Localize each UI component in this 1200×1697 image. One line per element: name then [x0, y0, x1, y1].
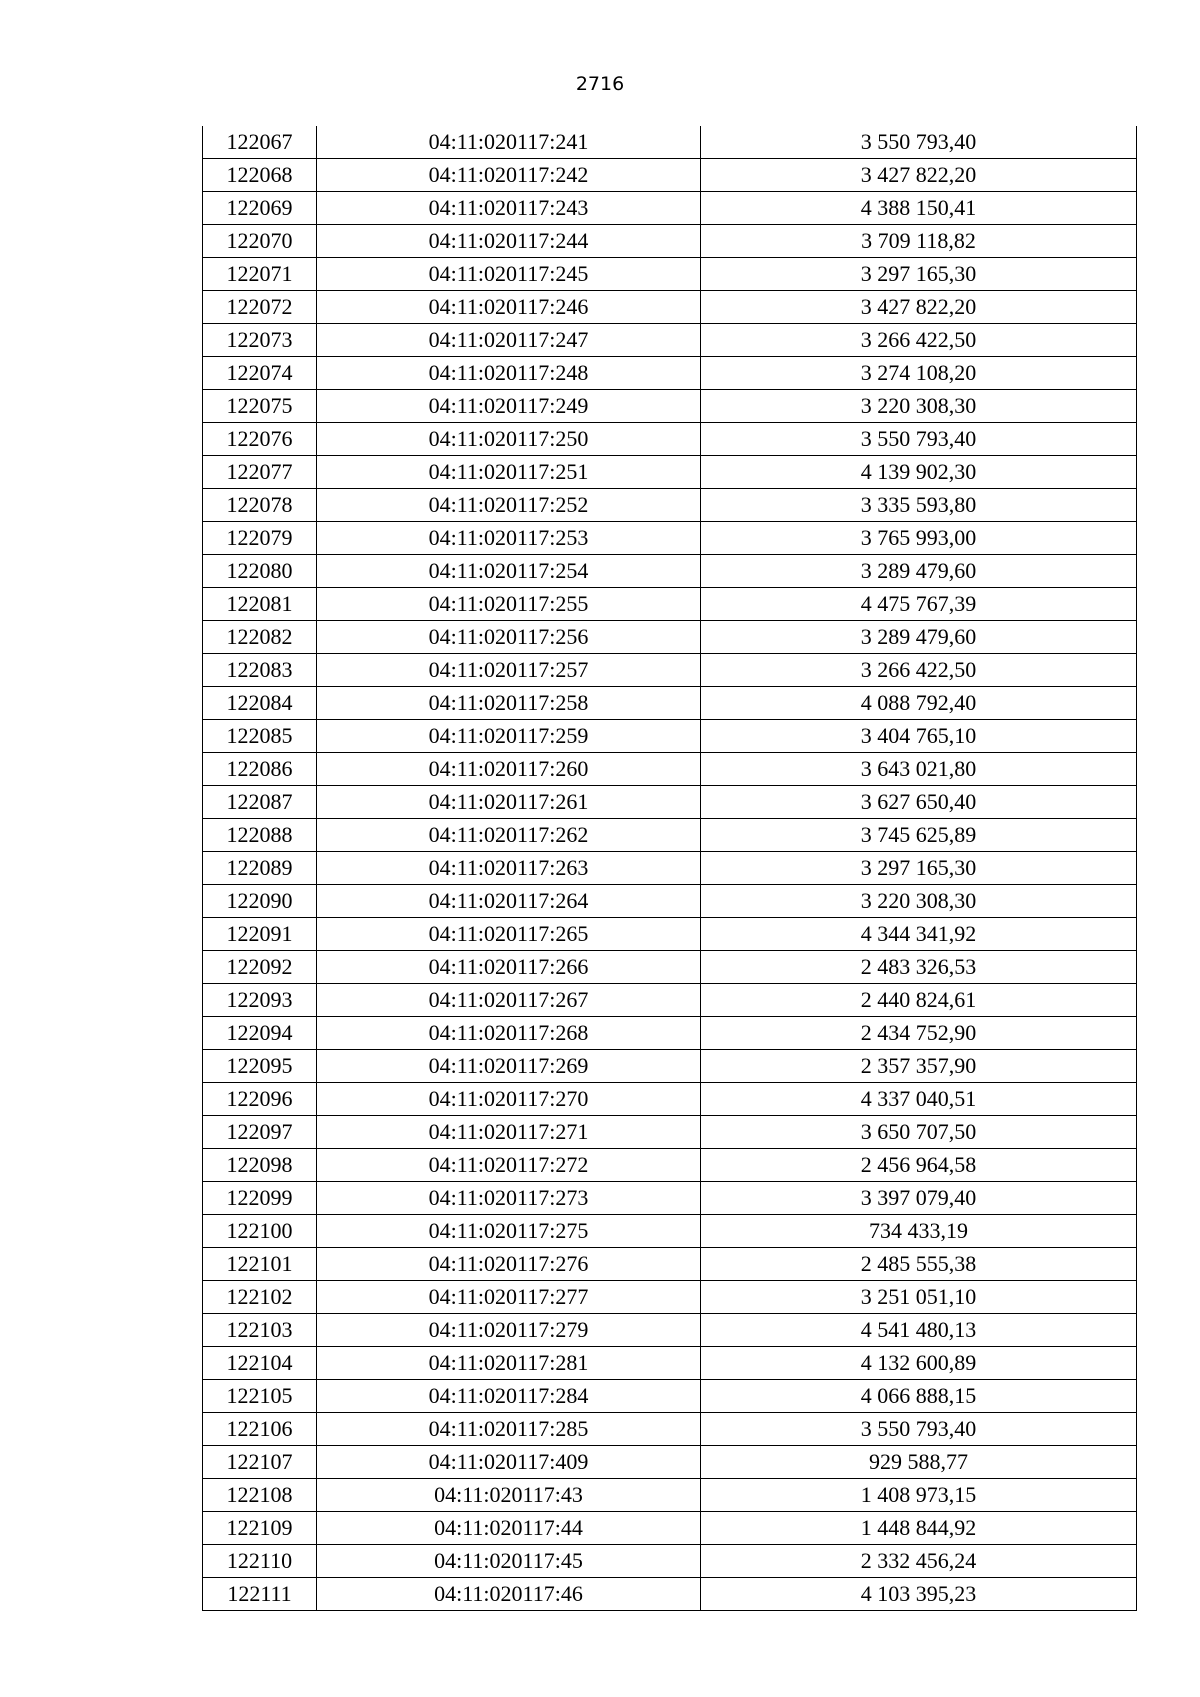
cadastral-value-cell: 3 627 650,40 — [701, 786, 1137, 819]
cadastral-number-cell: 04:11:020117:243 — [317, 192, 701, 225]
row-number-cell: 122090 — [203, 885, 317, 918]
table-row — [203, 390, 1137, 423]
row-number-cell: 122073 — [203, 324, 317, 357]
cadastral-number-cell: 04:11:020117:275 — [317, 1215, 701, 1248]
cadastral-value-cell: 2 440 824,61 — [701, 984, 1137, 1017]
table-row — [203, 225, 1137, 258]
row-number-cell: 122085 — [203, 720, 317, 753]
cadastral-value-cell: 4 344 341,92 — [701, 918, 1137, 951]
cadastral-number-cell: 04:11:020117:244 — [317, 225, 701, 258]
table-row — [203, 159, 1137, 192]
cadastral-number-cell: 04:11:020117:262 — [317, 819, 701, 852]
table-row — [203, 1479, 1137, 1512]
cadastral-number-cell: 04:11:020117:258 — [317, 687, 701, 720]
table-row — [203, 1380, 1137, 1413]
cadastral-value-cell: 4 541 480,13 — [701, 1314, 1137, 1347]
row-number-cell: 122106 — [203, 1413, 317, 1446]
cadastral-number-cell: 04:11:020117:255 — [317, 588, 701, 621]
table-row — [203, 423, 1137, 456]
row-number-cell: 122083 — [203, 654, 317, 687]
cadastral-value-cell: 4 337 040,51 — [701, 1083, 1137, 1116]
cadastral-value-cell: 4 088 792,40 — [701, 687, 1137, 720]
row-number-cell: 122071 — [203, 258, 317, 291]
table-row — [203, 1314, 1137, 1347]
cadastral-number-cell: 04:11:020117:252 — [317, 489, 701, 522]
table-row — [203, 357, 1137, 390]
cadastral-value-cell: 3 297 165,30 — [701, 852, 1137, 885]
row-number-cell: 122091 — [203, 918, 317, 951]
cadastral-value-cell: 3 427 822,20 — [701, 159, 1137, 192]
cadastral-value-cell: 3 745 625,89 — [701, 819, 1137, 852]
table-body — [203, 126, 1137, 1611]
cadastral-number-cell: 04:11:020117:253 — [317, 522, 701, 555]
row-number-cell: 122092 — [203, 951, 317, 984]
cadastral-number-cell: 04:11:020117:270 — [317, 1083, 701, 1116]
row-number-cell: 122097 — [203, 1116, 317, 1149]
table-row — [203, 819, 1137, 852]
row-number-cell: 122094 — [203, 1017, 317, 1050]
table-row — [203, 588, 1137, 621]
cadastral-value-cell: 4 139 902,30 — [701, 456, 1137, 489]
cadastral-number-cell: 04:11:020117:271 — [317, 1116, 701, 1149]
table-row — [203, 1149, 1137, 1182]
row-number-cell: 122074 — [203, 357, 317, 390]
row-number-cell: 122087 — [203, 786, 317, 819]
table-row — [203, 1215, 1137, 1248]
cadastral-value-cell: 2 483 326,53 — [701, 951, 1137, 984]
row-number-cell: 122072 — [203, 291, 317, 324]
table-row — [203, 1248, 1137, 1281]
table-row — [203, 951, 1137, 984]
cadastral-number-cell: 04:11:020117:246 — [317, 291, 701, 324]
row-number-cell: 122075 — [203, 390, 317, 423]
cadastral-number-cell: 04:11:020117:409 — [317, 1446, 701, 1479]
row-number-cell: 122102 — [203, 1281, 317, 1314]
table-row — [203, 1281, 1137, 1314]
cadastral-value-cell: 4 103 395,23 — [701, 1578, 1137, 1611]
table-row — [203, 1017, 1137, 1050]
cadastral-number-cell: 04:11:020117:272 — [317, 1149, 701, 1182]
table-row — [203, 1512, 1137, 1545]
cadastral-value-cell: 734 433,19 — [701, 1215, 1137, 1248]
cadastral-value-cell: 2 357 357,90 — [701, 1050, 1137, 1083]
table-row — [203, 1578, 1137, 1611]
cadastral-number-cell: 04:11:020117:45 — [317, 1545, 701, 1578]
table-row — [203, 687, 1137, 720]
cadastral-value-cell: 3 220 308,30 — [701, 885, 1137, 918]
table-row — [203, 258, 1137, 291]
table-row — [203, 489, 1137, 522]
row-number-cell: 122096 — [203, 1083, 317, 1116]
table-row — [203, 918, 1137, 951]
cadastral-number-cell: 04:11:020117:277 — [317, 1281, 701, 1314]
cadastral-number-cell: 04:11:020117:256 — [317, 621, 701, 654]
cadastral-number-cell: 04:11:020117:254 — [317, 555, 701, 588]
table-row — [203, 1446, 1137, 1479]
table-row — [203, 522, 1137, 555]
cadastral-number-cell: 04:11:020117:276 — [317, 1248, 701, 1281]
cadastral-number-cell: 04:11:020117:264 — [317, 885, 701, 918]
cadastral-value-cell: 2 456 964,58 — [701, 1149, 1137, 1182]
cadastral-value-cell: 929 588,77 — [701, 1446, 1137, 1479]
cadastral-value-cell: 2 485 555,38 — [701, 1248, 1137, 1281]
table-row — [203, 786, 1137, 819]
cadastral-value-cell: 2 332 456,24 — [701, 1545, 1137, 1578]
cadastral-value-cell: 3 650 707,50 — [701, 1116, 1137, 1149]
cadastral-value-cell: 3 643 021,80 — [701, 753, 1137, 786]
row-number-cell: 122067 — [203, 126, 317, 159]
row-number-cell: 122107 — [203, 1446, 317, 1479]
cadastral-value-cell: 4 388 150,41 — [701, 192, 1137, 225]
cadastral-number-cell: 04:11:020117:263 — [317, 852, 701, 885]
row-number-cell: 122088 — [203, 819, 317, 852]
cadastral-value-cell: 4 132 600,89 — [701, 1347, 1137, 1380]
cadastral-value-cell: 3 274 108,20 — [701, 357, 1137, 390]
row-number-cell: 122086 — [203, 753, 317, 786]
row-number-cell: 122079 — [203, 522, 317, 555]
cadastral-value-cell: 3 266 422,50 — [701, 324, 1137, 357]
cadastral-number-cell: 04:11:020117:269 — [317, 1050, 701, 1083]
cadastral-number-cell: 04:11:020117:251 — [317, 456, 701, 489]
row-number-cell: 122104 — [203, 1347, 317, 1380]
row-number-cell: 122103 — [203, 1314, 317, 1347]
cadastral-value-table — [202, 126, 1137, 1611]
cadastral-number-cell: 04:11:020117:245 — [317, 258, 701, 291]
cadastral-number-cell: 04:11:020117:273 — [317, 1182, 701, 1215]
row-number-cell: 122108 — [203, 1479, 317, 1512]
table-row — [203, 621, 1137, 654]
cadastral-number-cell: 04:11:020117:261 — [317, 786, 701, 819]
table-row — [203, 654, 1137, 687]
cadastral-number-cell: 04:11:020117:260 — [317, 753, 701, 786]
cadastral-number-cell: 04:11:020117:285 — [317, 1413, 701, 1446]
cadastral-value-cell: 2 434 752,90 — [701, 1017, 1137, 1050]
row-number-cell: 122089 — [203, 852, 317, 885]
cadastral-number-cell: 04:11:020117:249 — [317, 390, 701, 423]
row-number-cell: 122078 — [203, 489, 317, 522]
cadastral-value-cell: 3 404 765,10 — [701, 720, 1137, 753]
table-row — [203, 753, 1137, 786]
row-number-cell: 122081 — [203, 588, 317, 621]
row-number-cell: 122109 — [203, 1512, 317, 1545]
cadastral-value-cell: 3 709 118,82 — [701, 225, 1137, 258]
cadastral-number-cell: 04:11:020117:241 — [317, 126, 701, 159]
cadastral-number-cell: 04:11:020117:248 — [317, 357, 701, 390]
table-row — [203, 1083, 1137, 1116]
table-row — [203, 1347, 1137, 1380]
row-number-cell: 122105 — [203, 1380, 317, 1413]
table-row — [203, 324, 1137, 357]
table-row — [203, 852, 1137, 885]
table-row — [203, 1545, 1137, 1578]
row-number-cell: 122099 — [203, 1182, 317, 1215]
cadastral-number-cell: 04:11:020117:43 — [317, 1479, 701, 1512]
table-row — [203, 885, 1137, 918]
cadastral-value-cell: 3 550 793,40 — [701, 126, 1137, 159]
cadastral-value-cell: 3 397 079,40 — [701, 1182, 1137, 1215]
row-number-cell: 122100 — [203, 1215, 317, 1248]
cadastral-number-cell: 04:11:020117:46 — [317, 1578, 701, 1611]
cadastral-value-cell: 3 220 308,30 — [701, 390, 1137, 423]
row-number-cell: 122095 — [203, 1050, 317, 1083]
cadastral-value-cell: 1 408 973,15 — [701, 1479, 1137, 1512]
table-row — [203, 984, 1137, 1017]
row-number-cell: 122101 — [203, 1248, 317, 1281]
table-row — [203, 1116, 1137, 1149]
cadastral-value-cell: 3 266 422,50 — [701, 654, 1137, 687]
cadastral-value-cell: 4 475 767,39 — [701, 588, 1137, 621]
cadastral-value-cell: 3 251 051,10 — [701, 1281, 1137, 1314]
cadastral-number-cell: 04:11:020117:259 — [317, 720, 701, 753]
row-number-cell: 122077 — [203, 456, 317, 489]
table-row — [203, 555, 1137, 588]
row-number-cell: 122068 — [203, 159, 317, 192]
table-row — [203, 456, 1137, 489]
row-number-cell: 122111 — [203, 1578, 317, 1611]
row-number-cell: 122070 — [203, 225, 317, 258]
cadastral-value-cell: 4 066 888,15 — [701, 1380, 1137, 1413]
table-row — [203, 192, 1137, 225]
row-number-cell: 122098 — [203, 1149, 317, 1182]
cadastral-number-cell: 04:11:020117:44 — [317, 1512, 701, 1545]
cadastral-value-cell: 3 550 793,40 — [701, 423, 1137, 456]
page-number: 2716 — [575, 73, 625, 95]
cadastral-number-cell: 04:11:020117:266 — [317, 951, 701, 984]
table-row — [203, 1413, 1137, 1446]
cadastral-value-cell: 3 335 593,80 — [701, 489, 1137, 522]
cadastral-value-cell: 1 448 844,92 — [701, 1512, 1137, 1545]
cadastral-number-cell: 04:11:020117:268 — [317, 1017, 701, 1050]
row-number-cell: 122069 — [203, 192, 317, 225]
row-number-cell: 122093 — [203, 984, 317, 1017]
row-number-cell: 122084 — [203, 687, 317, 720]
cadastral-number-cell: 04:11:020117:281 — [317, 1347, 701, 1380]
cadastral-number-cell: 04:11:020117:279 — [317, 1314, 701, 1347]
cadastral-number-cell: 04:11:020117:257 — [317, 654, 701, 687]
cadastral-value-cell: 3 289 479,60 — [701, 555, 1137, 588]
cadastral-value-cell: 3 550 793,40 — [701, 1413, 1137, 1446]
cadastral-value-cell: 3 427 822,20 — [701, 291, 1137, 324]
cadastral-number-cell: 04:11:020117:250 — [317, 423, 701, 456]
cadastral-number-cell: 04:11:020117:242 — [317, 159, 701, 192]
row-number-cell: 122080 — [203, 555, 317, 588]
table-row — [203, 720, 1137, 753]
cadastral-number-cell: 04:11:020117:247 — [317, 324, 701, 357]
table-row — [203, 126, 1137, 159]
table-row — [203, 1182, 1137, 1215]
row-number-cell: 122076 — [203, 423, 317, 456]
cadastral-value-cell: 3 765 993,00 — [701, 522, 1137, 555]
cadastral-number-cell: 04:11:020117:267 — [317, 984, 701, 1017]
cadastral-value-cell: 3 297 165,30 — [701, 258, 1137, 291]
cadastral-number-cell: 04:11:020117:284 — [317, 1380, 701, 1413]
cadastral-number-cell: 04:11:020117:265 — [317, 918, 701, 951]
row-number-cell: 122082 — [203, 621, 317, 654]
table-row — [203, 291, 1137, 324]
row-number-cell: 122110 — [203, 1545, 317, 1578]
table-row — [203, 1050, 1137, 1083]
cadastral-value-cell: 3 289 479,60 — [701, 621, 1137, 654]
